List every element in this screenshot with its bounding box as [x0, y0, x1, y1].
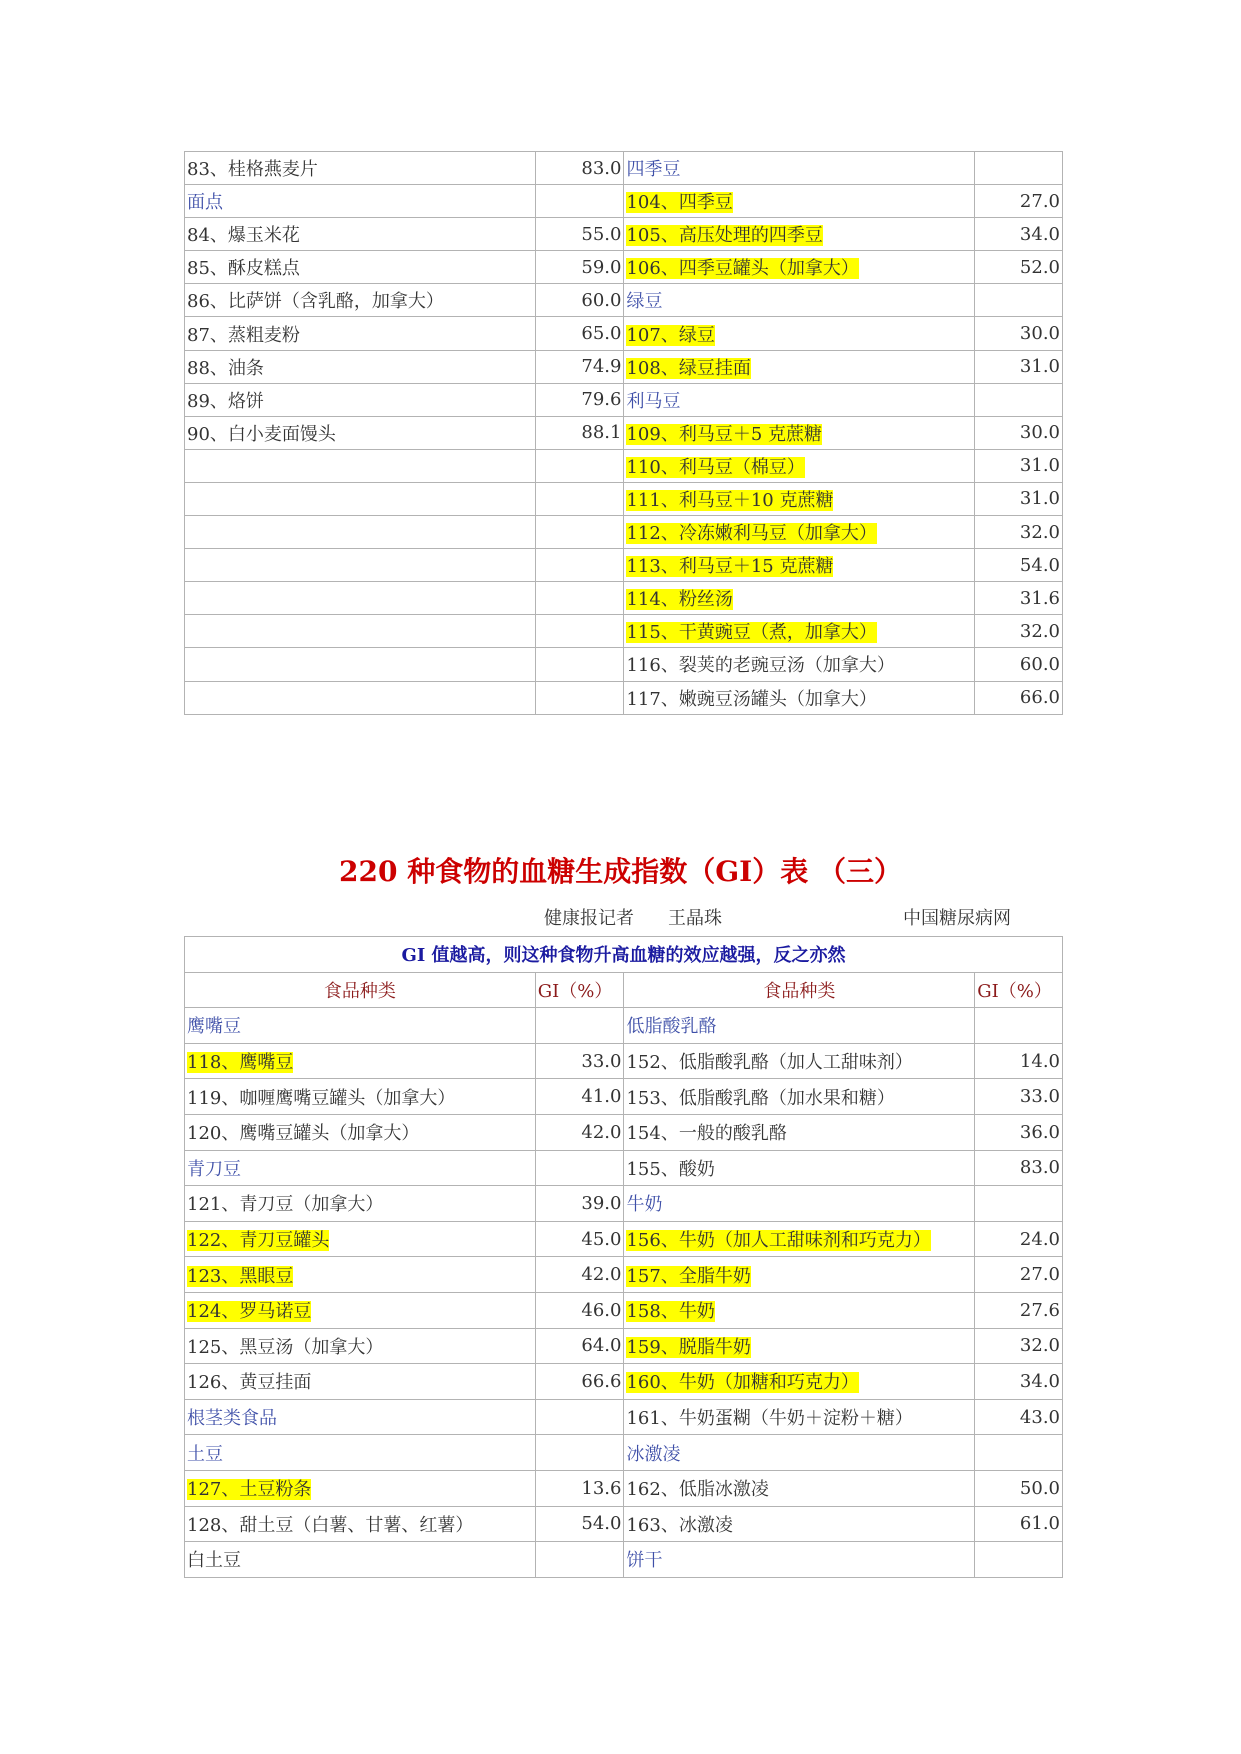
gi-value-right: 31.0 [975, 449, 1063, 482]
gi-value-left: 33.0 [535, 1043, 624, 1079]
food-name: 87、蒸粗麦粉 [187, 324, 300, 346]
food-cell-right [624, 549, 975, 582]
food-name: 利马豆 [626, 390, 681, 412]
gi-value-left: 55.0 [535, 218, 624, 251]
table-row [185, 1399, 1063, 1435]
gi-value-left: 42.0 [535, 1114, 624, 1150]
gi-value-left: 39.0 [535, 1186, 624, 1222]
header-food-right: 食品种类 [624, 972, 975, 1008]
gi-value-left: 65.0 [535, 317, 624, 350]
food-cell-right [624, 1328, 975, 1364]
gi-value-right: 31.0 [975, 350, 1063, 383]
food-name: 105、高压处理的四季豆 [626, 225, 823, 247]
gi-value-left: 60.0 [535, 284, 624, 317]
food-name: 83、桂格燕麦片 [187, 159, 318, 181]
table-row [185, 152, 1063, 185]
food-name: 128、甜土豆（白薯、甘薯、红薯） [187, 1514, 474, 1536]
gi-value-left: 79.6 [535, 383, 624, 416]
food-cell-left [185, 416, 536, 449]
food-name: 117、嫩豌豆汤罐头（加拿大） [626, 688, 877, 710]
food-cell-left [185, 1542, 536, 1578]
table-row [185, 1221, 1063, 1257]
table-row [185, 416, 1063, 449]
food-name: 120、鹰嘴豆罐头（加拿大） [187, 1123, 420, 1145]
gi-value-left: 13.6 [535, 1470, 624, 1506]
food-name: 162、低脂冰激凌 [626, 1479, 769, 1501]
gi-value-left: 54.0 [535, 1506, 624, 1542]
food-name: 125、黑豆汤（加拿大） [187, 1336, 384, 1358]
food-cell-left [185, 482, 536, 515]
food-cell-left [185, 449, 536, 482]
gi-value-left [535, 1542, 624, 1578]
food-cell-left [185, 1292, 536, 1328]
gi-value-right: 31.0 [975, 482, 1063, 515]
food-cell-right [624, 1470, 975, 1506]
table-row [185, 1150, 1063, 1186]
gi-table-bottom [184, 936, 1063, 1578]
food-name: 158、牛奶 [626, 1301, 715, 1323]
gi-value-right [975, 1008, 1063, 1044]
food-name: 90、白小麦面馒头 [187, 423, 336, 445]
food-name: 123、黑眼豆 [187, 1265, 294, 1287]
table-row [185, 516, 1063, 549]
gi-value-right: 33.0 [975, 1079, 1063, 1115]
table-row [185, 1114, 1063, 1150]
food-name: 115、干黄豌豆（煮，加拿大） [626, 622, 877, 644]
byline-reporter: 健康报记者 [544, 908, 634, 929]
food-cell-left [185, 218, 536, 251]
table-row [185, 681, 1063, 714]
table-row [185, 317, 1063, 350]
food-cell-left [185, 615, 536, 648]
food-cell-right [624, 1008, 975, 1044]
gi-value-right: 34.0 [975, 1364, 1063, 1400]
food-cell-left [185, 1328, 536, 1364]
food-cell-right [624, 482, 975, 515]
food-name: 86、比萨饼（含乳酪，加拿大） [187, 291, 444, 313]
food-name: 青刀豆 [187, 1158, 241, 1180]
food-name: 119、咖喱鹰嘴豆罐头（加拿大） [187, 1087, 456, 1109]
gi-value-left: 41.0 [535, 1079, 624, 1115]
table-row [185, 1328, 1063, 1364]
banner-row [185, 937, 1063, 973]
food-name: 低脂酸乳酪 [626, 1016, 717, 1038]
food-name: 157、全脂牛奶 [626, 1265, 751, 1287]
food-name: 126、黄豆挂面 [187, 1372, 312, 1394]
table-row [185, 549, 1063, 582]
food-cell-left [185, 284, 536, 317]
food-cell-right [624, 1221, 975, 1257]
food-name: 109、利马豆＋5 克蔗糖 [626, 423, 823, 445]
food-cell-right [624, 1364, 975, 1400]
food-cell-right [624, 449, 975, 482]
food-cell-right [624, 383, 975, 416]
food-name: 四季豆 [626, 159, 681, 181]
gi-value-left: 42.0 [535, 1257, 624, 1293]
table-row [185, 615, 1063, 648]
gi-value-right: 83.0 [975, 1150, 1063, 1186]
food-name: 根茎类食品 [187, 1408, 277, 1430]
gi-value-right: 14.0 [975, 1043, 1063, 1079]
food-cell-right [624, 615, 975, 648]
gi-value-right: 24.0 [975, 1221, 1063, 1257]
gi-value-right: 43.0 [975, 1399, 1063, 1435]
food-name: 106、四季豆罐头（加拿大） [626, 258, 859, 280]
table-row [185, 251, 1063, 284]
gi-value-left: 45.0 [535, 1221, 624, 1257]
gi-table-top [184, 151, 1063, 715]
food-name: 85、酥皮糕点 [187, 258, 300, 280]
gi-value-right: 54.0 [975, 549, 1063, 582]
food-cell-left [185, 317, 536, 350]
gi-value-right: 27.0 [975, 185, 1063, 218]
food-name: 冰激凌 [626, 1443, 681, 1465]
food-cell-right [624, 1079, 975, 1115]
food-name: 118、鹰嘴豆 [187, 1052, 294, 1074]
table-row [185, 1008, 1063, 1044]
food-name: 88、油条 [187, 357, 264, 379]
food-name: 白土豆 [187, 1550, 241, 1572]
gi-value-right [975, 383, 1063, 416]
food-cell-left [185, 350, 536, 383]
gi-value-left: 74.9 [535, 350, 624, 383]
food-cell-left [185, 1150, 536, 1186]
food-cell-right [624, 1186, 975, 1222]
food-cell-right [624, 317, 975, 350]
table-banner: GI 值越高，则这种食物升高血糖的效应越强，反之亦然 [185, 937, 1063, 973]
gi-value-right: 31.6 [975, 582, 1063, 615]
gi-value-right: 50.0 [975, 1470, 1063, 1506]
food-name: 154、一般的酸乳酪 [626, 1123, 787, 1145]
table-row [185, 1542, 1063, 1578]
food-cell-left [185, 1399, 536, 1435]
food-cell-left [185, 1079, 536, 1115]
food-name: 绿豆 [626, 291, 663, 313]
gi-value-left [535, 482, 624, 515]
food-cell-right [624, 1542, 975, 1578]
gi-value-right: 30.0 [975, 416, 1063, 449]
table-row [185, 1257, 1063, 1293]
header-food-left: 食品种类 [185, 972, 536, 1008]
table-row [185, 284, 1063, 317]
food-name: 牛奶 [626, 1194, 663, 1216]
food-name: 153、低脂酸乳酪（加水果和糖） [626, 1087, 895, 1109]
food-name: 89、烙饼 [187, 390, 264, 412]
food-cell-left [185, 1506, 536, 1542]
gi-value-left: 64.0 [535, 1328, 624, 1364]
gi-value-left [535, 1435, 624, 1471]
food-cell-right [624, 284, 975, 317]
food-cell-right [624, 516, 975, 549]
food-cell-right [624, 1506, 975, 1542]
food-cell-right [624, 218, 975, 251]
gi-value-left [535, 449, 624, 482]
food-name: 112、冷冻嫩利马豆（加拿大） [626, 523, 877, 545]
food-cell-right [624, 152, 975, 185]
table-row [185, 1506, 1063, 1542]
food-name: 159、脱脂牛奶 [626, 1336, 751, 1358]
gi-value-left [535, 615, 624, 648]
food-cell-left [185, 1043, 536, 1079]
gi-value-right: 27.0 [975, 1257, 1063, 1293]
header-row [185, 972, 1063, 1008]
gi-table-bottom-body [185, 1008, 1063, 1578]
food-cell-right [624, 1257, 975, 1293]
table-row [185, 350, 1063, 383]
food-name: 116、裂荚的老豌豆汤（加拿大） [626, 655, 895, 677]
gi-value-right: 36.0 [975, 1114, 1063, 1150]
header-gi-left: GI（%） [535, 972, 624, 1008]
gi-value-left [535, 549, 624, 582]
food-cell-right [624, 1292, 975, 1328]
food-name: 111、利马豆＋10 克蔗糖 [626, 489, 834, 511]
gi-value-right: 52.0 [975, 251, 1063, 284]
food-name: 161、牛奶蛋糊（牛奶＋淀粉＋糖） [626, 1408, 913, 1430]
food-cell-right [624, 681, 975, 714]
food-cell-left [185, 1364, 536, 1400]
table-row [185, 1364, 1063, 1400]
byline-name: 王晶珠 [668, 908, 722, 929]
gi-value-left [535, 1399, 624, 1435]
food-cell-left [185, 1186, 536, 1222]
food-name: 108、绿豆挂面 [626, 357, 751, 379]
gi-value-right: 66.0 [975, 681, 1063, 714]
food-cell-right [624, 185, 975, 218]
food-name: 122、青刀豆罐头 [187, 1230, 330, 1252]
gi-value-right [975, 1435, 1063, 1471]
food-cell-right [624, 1150, 975, 1186]
gi-value-left: 66.6 [535, 1364, 624, 1400]
header-gi-right: GI（%） [975, 972, 1063, 1008]
gi-value-right: 61.0 [975, 1506, 1063, 1542]
food-cell-left [185, 383, 536, 416]
food-cell-right [624, 1043, 975, 1079]
food-name: 饼干 [626, 1550, 663, 1572]
table-row [185, 449, 1063, 482]
food-cell-right [624, 582, 975, 615]
table-row [185, 1292, 1063, 1328]
food-cell-right [624, 1399, 975, 1435]
food-cell-right [624, 1435, 975, 1471]
food-name: 127、土豆粉条 [187, 1479, 312, 1501]
gi-value-left [535, 648, 624, 681]
food-cell-left [185, 1435, 536, 1471]
food-cell-right [624, 251, 975, 284]
food-cell-left [185, 1114, 536, 1150]
food-name: 160、牛奶（加糖和巧克力） [626, 1372, 859, 1394]
document-title: 220 种食物的血糖生成指数（GI）表 （三） [339, 855, 902, 888]
food-cell-left [185, 648, 536, 681]
food-cell-left [185, 1221, 536, 1257]
food-cell-left [185, 185, 536, 218]
food-cell-left [185, 1257, 536, 1293]
gi-value-right [975, 1542, 1063, 1578]
food-cell-left [185, 1470, 536, 1506]
food-cell-left [185, 1008, 536, 1044]
gi-value-right [975, 284, 1063, 317]
gi-value-right: 30.0 [975, 317, 1063, 350]
gi-value-left [535, 1008, 624, 1044]
table-row [185, 1043, 1063, 1079]
gi-value-left: 83.0 [535, 152, 624, 185]
food-name: 113、利马豆＋15 克蔗糖 [626, 556, 834, 578]
gi-value-left [535, 681, 624, 714]
gi-value-left: 88.1 [535, 416, 624, 449]
gi-value-left: 59.0 [535, 251, 624, 284]
table-row [185, 185, 1063, 218]
gi-value-right: 32.0 [975, 615, 1063, 648]
food-name: 84、爆玉米花 [187, 225, 300, 247]
table-row [185, 1079, 1063, 1115]
table-row [185, 582, 1063, 615]
food-name: 107、绿豆 [626, 324, 715, 346]
gi-value-left [535, 582, 624, 615]
food-name: 土豆 [187, 1443, 223, 1465]
gi-value-right: 32.0 [975, 1328, 1063, 1364]
gi-value-left [535, 516, 624, 549]
food-name: 104、四季豆 [626, 192, 733, 214]
food-name: 面点 [187, 192, 223, 214]
food-cell-left [185, 152, 536, 185]
food-name: 114、粉丝汤 [626, 589, 733, 611]
gi-value-left [535, 185, 624, 218]
food-cell-left [185, 516, 536, 549]
food-cell-left [185, 681, 536, 714]
gi-value-right: 34.0 [975, 218, 1063, 251]
food-name: 163、冰激凌 [626, 1514, 733, 1536]
food-cell-right [624, 648, 975, 681]
table-row [185, 1435, 1063, 1471]
gi-value-right: 60.0 [975, 648, 1063, 681]
gi-value-left [535, 1150, 624, 1186]
gi-value-right: 27.6 [975, 1292, 1063, 1328]
food-cell-left [185, 549, 536, 582]
food-cell-left [185, 251, 536, 284]
table-row [185, 383, 1063, 416]
food-cell-right [624, 416, 975, 449]
food-name: 156、牛奶（加人工甜味剂和巧克力） [626, 1230, 931, 1252]
table-row [185, 218, 1063, 251]
food-name: 155、酸奶 [626, 1158, 715, 1180]
gi-value-left: 46.0 [535, 1292, 624, 1328]
gi-value-right [975, 152, 1063, 185]
food-name: 124、罗马诺豆 [187, 1301, 312, 1323]
gi-value-right [975, 1186, 1063, 1222]
table-row [185, 1186, 1063, 1222]
byline-site: 中国糖尿病网 [903, 908, 1011, 929]
gi-table-top-body [185, 152, 1063, 715]
table-row [185, 648, 1063, 681]
gi-value-right: 32.0 [975, 516, 1063, 549]
food-name: 鹰嘴豆 [187, 1016, 241, 1038]
food-name: 152、低脂酸乳酪（加人工甜味剂） [626, 1052, 913, 1074]
table-row [185, 1470, 1063, 1506]
food-name: 110、利马豆（棉豆） [626, 456, 805, 478]
table-row [185, 482, 1063, 515]
food-cell-left [185, 582, 536, 615]
food-cell-right [624, 350, 975, 383]
food-cell-right [624, 1114, 975, 1150]
food-name: 121、青刀豆（加拿大） [187, 1194, 384, 1216]
